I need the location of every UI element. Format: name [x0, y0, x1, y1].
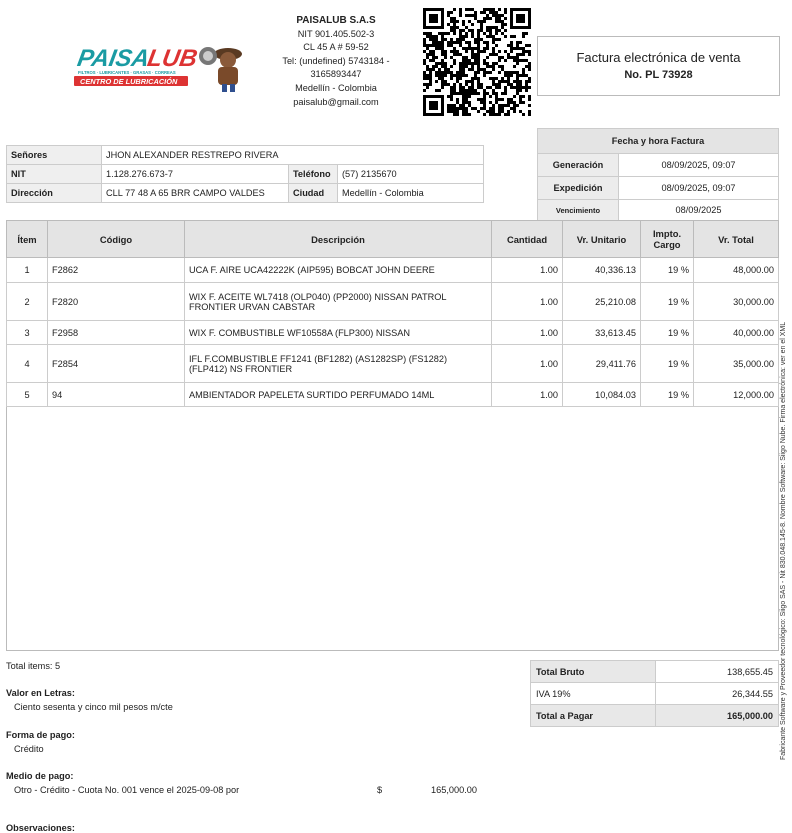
row-quantity: 1.00	[492, 283, 563, 321]
table-row	[7, 345, 779, 383]
col-unit-price: Vr. Unitario	[563, 221, 641, 258]
payment-means-value: Otro - Crédito - Cuota No. 001 vence el 2025-09-08 por	[14, 785, 240, 795]
row-description: IFL F.COMBUSTIBLE FF1241 (BF1282) (AS1282SP) (FS1282) (FLP412) NS FRONTIER	[185, 345, 492, 383]
row-tax: 19 %	[641, 345, 694, 383]
total-items: Total items: 5	[6, 661, 61, 671]
col-quantity: Cantidad	[492, 221, 563, 258]
client-city-label: Ciudad	[289, 184, 338, 203]
client-nit: 1.128.276.673-7	[102, 165, 289, 184]
svg-text:LUB: LUB	[145, 45, 200, 72]
row-unit-price: 29,411.76	[563, 345, 641, 383]
due-label: Vencimiento	[538, 200, 619, 221]
svg-text:PAISA: PAISA	[75, 45, 152, 72]
company-logo	[70, 34, 252, 96]
company-phone: Tel: (undefined) 5743184 -	[282, 55, 390, 66]
payment-currency: $	[377, 785, 383, 795]
table-row	[7, 258, 779, 283]
row-total: 40,000.00	[694, 321, 779, 345]
payment-amount: 165,000.00	[431, 785, 477, 795]
table-row	[7, 283, 779, 321]
due-date: 08/09/2025	[619, 200, 779, 221]
payment-form-value: Crédito	[14, 744, 44, 754]
row-total: 35,000.00	[694, 345, 779, 383]
row-quantity: 1.00	[492, 345, 563, 383]
row-description: UCA F. AIRE UCA42222K (AIP595) BOBCAT JOHN DEERE	[185, 258, 492, 283]
row-unit-price: 25,210.08	[563, 283, 641, 321]
row-description: WIX F. ACEITE WL7418 (OLP040) (PP2000) NISSAN PATROL FRONTIER URVAN CABSTAR	[185, 283, 492, 321]
software-vertical-note: Fabricante Software y Proveedor tecnológico: Siigo SAS - Nit 830.048.145-8. Nombre Software: Siigo Nube. Firma electrónica: ver en el XML	[780, 321, 787, 760]
row-item: 4	[7, 345, 48, 383]
company-nit: NIT 901.405.502-3	[297, 28, 375, 39]
company-name: PAISALUB S.A.S	[296, 15, 376, 26]
payment-form-section	[6, 730, 75, 754]
invoice-title-box	[537, 36, 780, 96]
total-pay-label: Total a Pagar	[531, 705, 656, 727]
qr-code	[423, 8, 531, 116]
company-phone-2: 3165893447	[310, 69, 362, 80]
row-description: AMBIENTADOR PAPELETA SURTIDO PERFUMADO 14ML	[185, 383, 492, 407]
observations-label: Observaciones:	[6, 823, 75, 833]
col-item: Ítem	[7, 221, 48, 258]
table-row	[7, 321, 779, 345]
expedition-date: 08/09/2025, 09:07	[619, 177, 779, 200]
row-code: F2862	[48, 258, 185, 283]
col-description: Descripción	[185, 221, 492, 258]
company-address: CL 45 A # 59-52	[303, 42, 369, 53]
row-tax: 19 %	[641, 321, 694, 345]
invoice-dates-table	[537, 128, 779, 221]
generation-date: 08/09/2025, 09:07	[619, 154, 779, 177]
row-code: F2854	[48, 345, 185, 383]
generation-label: Generación	[538, 154, 619, 177]
row-quantity: 1.00	[492, 258, 563, 283]
row-code: 94	[48, 383, 185, 407]
row-tax: 19 %	[641, 283, 694, 321]
company-info	[266, 14, 406, 109]
row-quantity: 1.00	[492, 321, 563, 345]
payment-means-section	[6, 771, 239, 795]
client-phone: (57) 2135670	[338, 165, 484, 184]
row-total: 48,000.00	[694, 258, 779, 283]
iva-label: IVA 19%	[531, 683, 656, 705]
payment-form-label: Forma de pago:	[6, 730, 75, 740]
row-item: 5	[7, 383, 48, 407]
words-value: Ciento sesenta y cinco mil pesos m/cte	[14, 702, 173, 712]
invoice-title: Factura electrónica de venta	[576, 50, 741, 65]
client-address: CLL 77 48 A 65 BRR CAMPO VALDES	[102, 184, 289, 203]
items-table	[6, 220, 779, 407]
totals-table	[530, 660, 779, 727]
words-section	[6, 688, 173, 712]
client-nit-label: NIT	[7, 165, 102, 184]
company-email: paisalub@gmail.com	[293, 96, 379, 107]
row-quantity: 1.00	[492, 383, 563, 407]
row-code: F2820	[48, 283, 185, 321]
logo-banner-text: CENTRO DE LUBRICACIÓN	[80, 77, 178, 86]
client-phone-label: Teléfono	[289, 165, 338, 184]
row-total: 12,000.00	[694, 383, 779, 407]
dates-header: Fecha y hora Factura	[538, 129, 779, 154]
client-address-label: Dirección	[7, 184, 102, 203]
row-code: F2958	[48, 321, 185, 345]
company-city: Medellín - Colombia	[295, 82, 377, 93]
invoice-number: No. PL 73928	[624, 69, 693, 81]
row-item: 3	[7, 321, 48, 345]
client-name: JHON ALEXANDER RESTREPO RIVERA	[102, 146, 484, 165]
row-tax: 19 %	[641, 258, 694, 283]
row-unit-price: 10,084.03	[563, 383, 641, 407]
row-unit-price: 33,613.45	[563, 321, 641, 345]
col-total: Vr. Total	[694, 221, 779, 258]
gross-label: Total Bruto	[531, 661, 656, 683]
row-item: 2	[7, 283, 48, 321]
col-code: Código	[48, 221, 185, 258]
total-pay-value: 165,000.00	[656, 705, 779, 727]
row-tax: 19 %	[641, 383, 694, 407]
payment-means-label: Medio de pago:	[6, 771, 74, 781]
client-info-table	[6, 145, 484, 203]
row-item: 1	[7, 258, 48, 283]
words-label: Valor en Letras:	[6, 688, 75, 698]
expedition-label: Expedición	[538, 177, 619, 200]
logo-sub-text: FILTROS · LUBRICANTES · GRASAS · CORREAS	[78, 70, 176, 75]
gross-value: 138,655.45	[656, 661, 779, 683]
row-unit-price: 40,336.13	[563, 258, 641, 283]
client-name-label: Señores	[7, 146, 102, 165]
row-total: 30,000.00	[694, 283, 779, 321]
client-city: Medellín - Colombia	[338, 184, 484, 203]
table-row	[7, 383, 779, 407]
col-tax: Impto. Cargo	[641, 221, 694, 258]
row-description: WIX F. COMBUSTIBLE WF10558A (FLP300) NISSAN	[185, 321, 492, 345]
iva-value: 26,344.55	[656, 683, 779, 705]
